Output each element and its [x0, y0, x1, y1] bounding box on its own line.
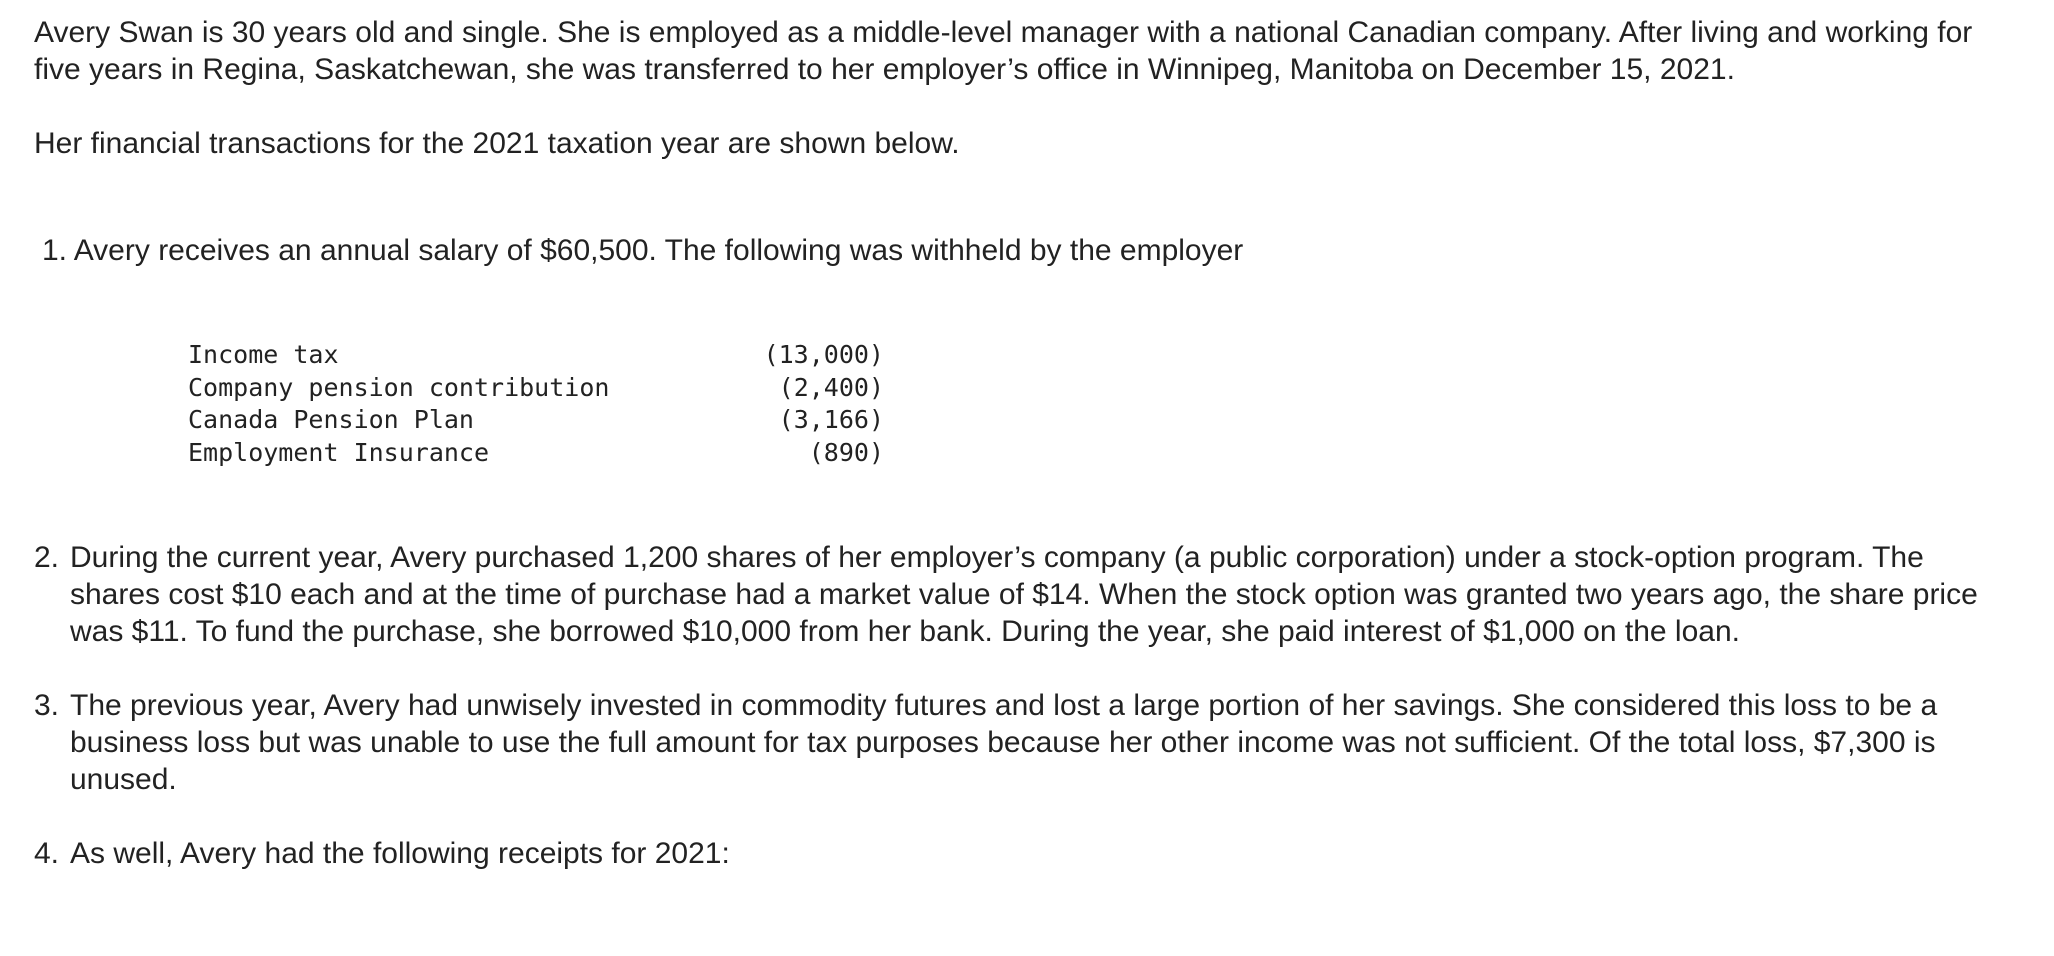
- table-row: [188, 437, 884, 470]
- item-4-text: As well, Avery had the following receipts for 2021:: [70, 837, 730, 870]
- item-1-text: Avery receives an annual salary of $60,500. The following was withheld by the employer: [73, 234, 1244, 267]
- withholding-label: Company pension contribution: [188, 372, 610, 402]
- transactions-intro: Her financial transactions for the 2021 taxation year are shown below.: [34, 127, 960, 160]
- item-1-number: 1.: [42, 234, 68, 267]
- withholding-amount: (890): [808, 437, 884, 467]
- list-item-4: [34, 835, 1994, 872]
- table-row: [188, 404, 884, 437]
- list-item-3: [34, 687, 1994, 798]
- withholding-label: Employment Insurance: [188, 437, 490, 467]
- withholding-amount: (13,000): [763, 340, 884, 369]
- withholding-amount: (2,400): [778, 372, 884, 402]
- list-item-1: [42, 232, 1994, 269]
- table-row: [188, 372, 884, 405]
- list-item-2: [34, 539, 1994, 650]
- item-2-number: 2.: [34, 541, 60, 574]
- item-2-text: During the current year, Avery purchased 1,200 shares of her employer’s company (a public corporation) under a stock-option program. The shares cost $10 each and at the time of purchase had a market value of $14. When the stock option was granted two years ago, the share price was $11. To fund the purchase, she borrowed $10,000 from her bank. During the year, she paid interest of $1,000 on the loan.: [70, 541, 1978, 648]
- table-row: [188, 339, 884, 372]
- item-3-number: 3.: [34, 689, 60, 722]
- item-4-number: 4.: [34, 837, 60, 870]
- intro-paragraph: Avery Swan is 30 years old and single. She is employed as a middle-level manager with a national Canadian company. After living and working for five years in Regina, Saskatchewan, she was transferred to her employer’s office in Winnipeg, Manitoba on December 15, 2021.: [34, 16, 1973, 86]
- document: [34, 14, 1994, 909]
- item-3-text: The previous year, Avery had unwisely invested in commodity futures and lost a large portion of her savings. She considered this loss to be a business loss but was unable to use the full amount for tax purposes because her other income was not sufficient. Of the total loss, $7,300 is unused.: [70, 689, 1938, 796]
- withholding-amount: (3,166): [778, 405, 884, 434]
- withholding-label: Income tax: [188, 340, 339, 369]
- withholdings-table: [188, 339, 1994, 469]
- withholding-label: Canada Pension Plan: [188, 405, 474, 434]
